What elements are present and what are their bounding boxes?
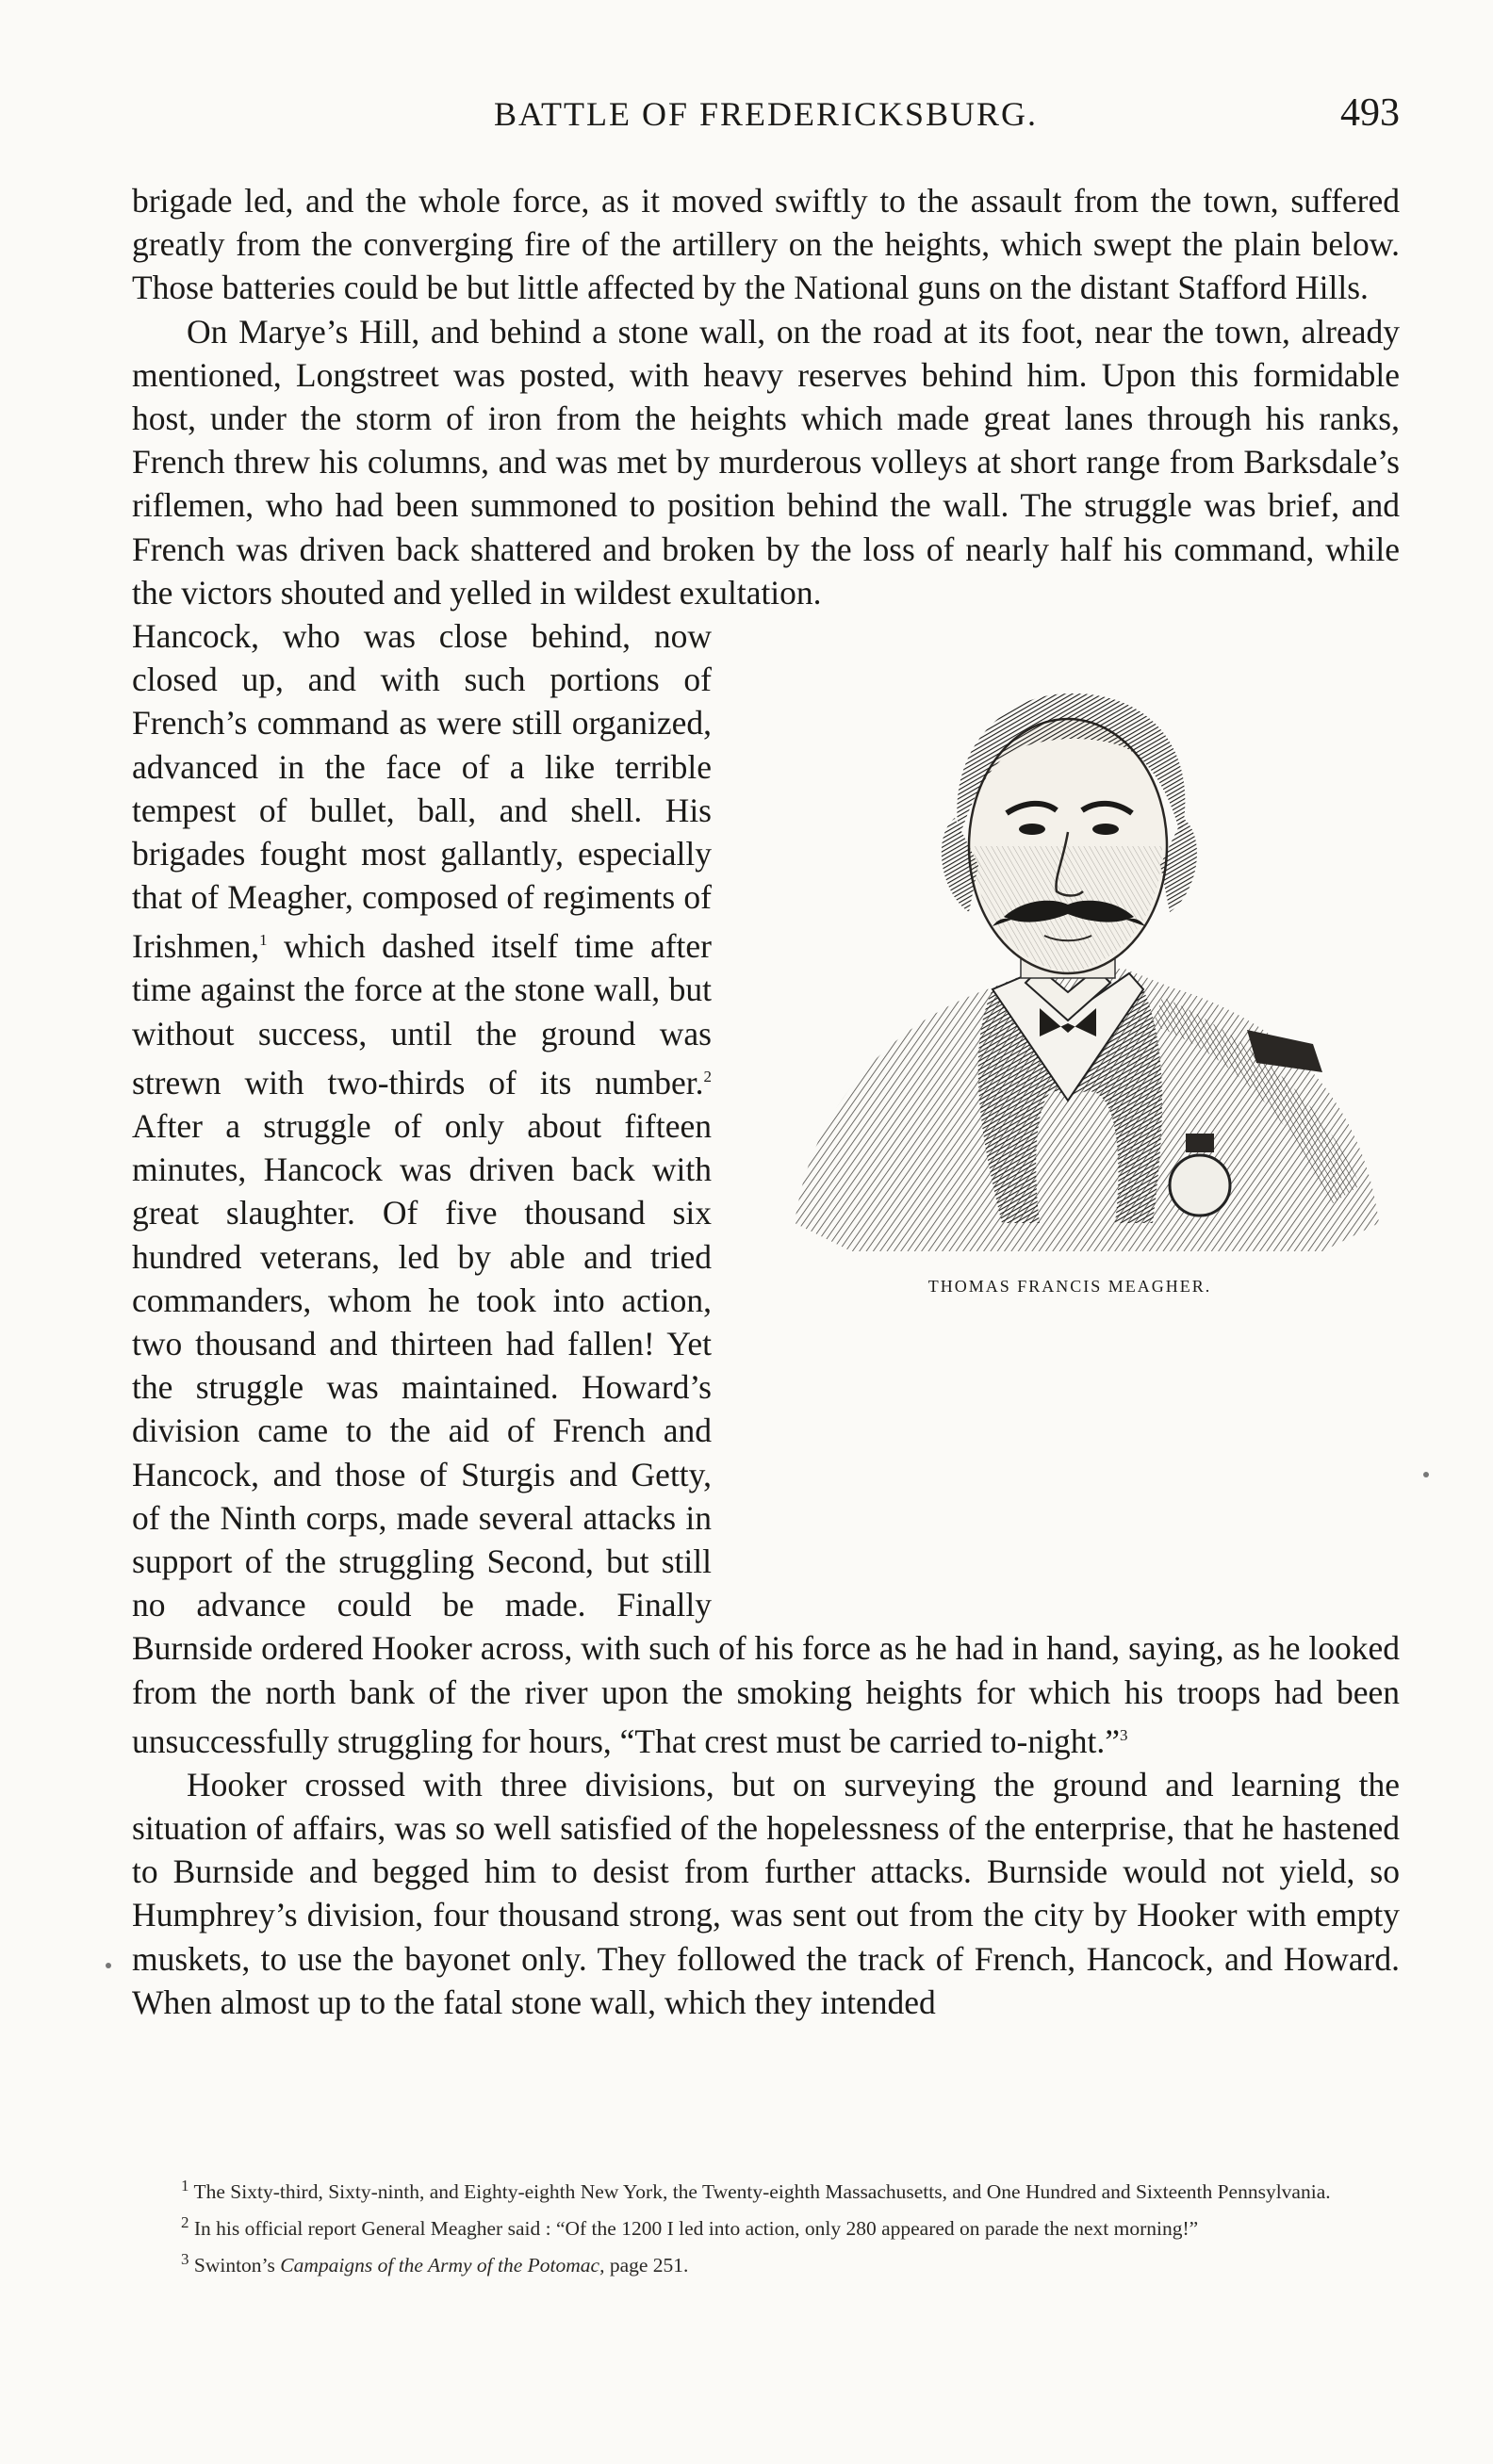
running-title: BATTLE OF FREDERICKSBURG. (493, 95, 1039, 133)
footnote-mark-1: 1 (181, 2177, 189, 2195)
paragraph-1: brigade led, and the whole force, as it moved swiftly to the assault from the town, suffered greatly from the converging fire of the artillery on the heights, which swept the plain below. Those batteries could be but little affected by the National guns on the distant Stafford Hills. (132, 182, 1400, 307)
paragraph-4: Hooker crossed with three divisions, but on surveying the ground and learning the situation of affairs, was so well satisfied of the hopelessness of the enterprise, that he hastened to Burnside and begged him to desist from further attacks. Burnside would not yield, so Humphrey’s division, four thousand strong, was sent out from the city by Hooker with empty muskets, to use the bayonet only. They followed the track of French, Hancock, and Howard. When almost up to the fatal stone wall, which they intended (132, 1765, 1400, 2021)
paragraph-3-text-c: After a struggle of only about fifteen minutes, Hancock was driven back with great slaughter. Of five thousand six hundred veterans, led by able and tried commanders, whom he took into action, two thousand and thirteen had fallen! Yet the struggle was maintained. Howard’s division came to the aid of French and Hancock, and those of Sturgis and Getty, of the Ninth corps, made several attacks in support of the struggling Second, but still no advance could be made. Finally Burnside ordered Hooker across, with such of his force as he had in hand, saying, as he looked from the north bank of the river upon the smoking heights for which his troops had been unsuccessfully struggling for hours, “That crest must be carried to-night.” (132, 1106, 1400, 1760)
footnote-3-text-after: page 251. (609, 2254, 689, 2277)
footnote-1 (132, 2172, 1400, 2206)
portrait-figure (740, 614, 1400, 1594)
footnote-ref-3: 3 (1119, 1725, 1128, 1744)
footnote-1-text: The Sixty-third, Sixty-ninth, and Eighty-eighth New York, the Twenty-eighth Massachusetts, and One Hundred and Sixteenth Pennsylvania. (193, 2180, 1331, 2204)
figure-caption: THOMAS FRANCIS MEAGHER. (927, 1277, 1212, 1297)
body-text (132, 179, 1400, 2024)
print-speck (1423, 1472, 1429, 1477)
paragraph-3-text-b: which dashed itself time after time against the force at the stone wall, but without success, until the ground was strewn with two-thirds of its number. (132, 927, 712, 1101)
footnote-2 (132, 2209, 1400, 2243)
paragraph-3-text: Hancock, who was close behind, now closed up, and with such portions of French’s command as were still organized, advanced in the face of a like terrible tempest of bullet, ball, and shell. His brigades fought most gallantly, especially that of Meagher, composed of regiments of Irishmen, (132, 617, 712, 966)
footnote-mark-3: 3 (181, 2250, 189, 2269)
portrait-engraving (757, 658, 1398, 1261)
footnote-3 (132, 2245, 1400, 2279)
footnote-3-book-title: Campaigns of the Army of the Potomac, (280, 2254, 605, 2277)
footnote-2-text: In his official report General Meagher said : “Of the 1200 I led into action, only 280 appeared on parade the next morning!” (193, 2217, 1199, 2241)
page-number: 493 (1340, 91, 1400, 135)
footnote-mark-2: 2 (181, 2213, 189, 2232)
paragraph-3 (132, 614, 1400, 1763)
print-speck (106, 1963, 111, 1968)
footnotes (132, 2172, 1400, 2282)
footnote-ref-1: 1 (259, 931, 268, 950)
footnote-3-text-before: Swinton’s (193, 2254, 275, 2277)
paragraph-2: On Marye’s Hill, and behind a stone wall, on the road at its foot, near the town, already mentioned, Longstreet was posted, with heavy reserves behind him. Upon this formidable host, under the storm of iron from the heights which made great lanes through his ranks, French threw his columns, and was met by murderous volleys at short range from Barksdale’s riflemen, who had been summoned to position behind the wall. The struggle was brief, and French was driven back shattered and broken by the loss of nearly half his command, while the victors shouted and yelled in wildest exultation. (132, 312, 1400, 612)
running-head (132, 91, 1400, 141)
footnote-ref-2: 2 (703, 1067, 712, 1085)
